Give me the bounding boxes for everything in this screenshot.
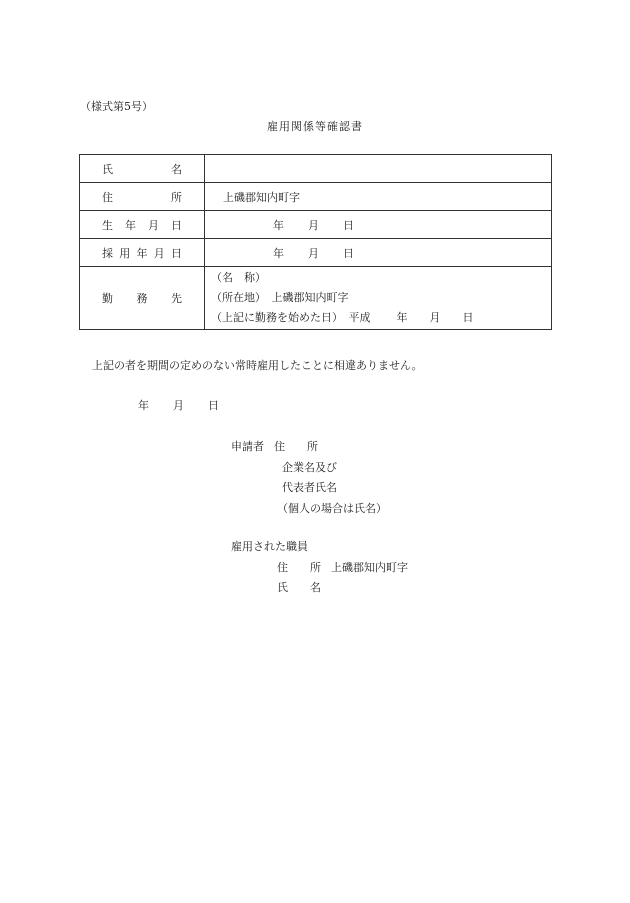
birthdate-value-cell[interactable] xyxy=(205,211,552,239)
year-label: 年 xyxy=(273,218,284,232)
year-label: 年 xyxy=(396,311,408,324)
hire-label-char: 採 xyxy=(102,246,113,260)
address-label-char: 住 xyxy=(102,190,113,204)
employee-address-value[interactable]: 上磯郡知内町字 xyxy=(331,560,408,574)
address-label xyxy=(80,183,205,211)
hire-date-label xyxy=(80,239,205,267)
address-value-cell[interactable] xyxy=(205,183,552,211)
birth-label-char: 日 xyxy=(171,218,182,232)
month-label: 月 xyxy=(308,246,319,260)
address-value: 上磯郡知内町字 xyxy=(223,190,300,204)
name-value-cell[interactable] xyxy=(205,155,552,183)
info-table xyxy=(79,154,552,330)
employee-block xyxy=(231,537,408,599)
hire-label-char: 月 xyxy=(153,246,165,260)
employee-address-label: 住 所 xyxy=(277,560,321,574)
applicant-representative-label[interactable]: 代表者氏名 xyxy=(282,481,337,494)
address-label-char: 所 xyxy=(171,190,182,204)
hire-date-value-cell[interactable] xyxy=(205,239,552,267)
document-date[interactable] xyxy=(138,397,219,413)
table-row-birthdate xyxy=(80,211,552,239)
hire-label-char: 用 xyxy=(119,246,131,260)
hire-label-char: 日 xyxy=(171,246,182,260)
employee-name-label[interactable]: 氏 名 xyxy=(277,581,321,594)
applicant-label: 申請者 xyxy=(231,440,264,453)
form-number: （様式第5号） xyxy=(80,100,153,113)
applicant-company-label[interactable]: 企業名及び xyxy=(282,460,337,474)
applicant-block xyxy=(231,437,387,519)
work-label-char: 先 xyxy=(171,292,182,305)
workplace-label xyxy=(80,267,205,330)
name-label-char: 名 xyxy=(171,162,182,176)
birth-label-char: 生 xyxy=(102,218,113,232)
table-row-address xyxy=(80,183,552,211)
birthdate-label xyxy=(80,211,205,239)
workplace-name-label: （名 称） xyxy=(211,271,266,284)
birth-label-char: 月 xyxy=(148,218,159,232)
day-label: 日 xyxy=(343,218,354,232)
year-label: 年 xyxy=(138,399,149,412)
month-label: 月 xyxy=(429,311,441,324)
workplace-start-date xyxy=(211,308,551,328)
name-label xyxy=(80,155,205,183)
work-label-char: 勤 xyxy=(102,292,113,305)
table-row-workplace xyxy=(80,267,552,330)
table-row-hire-date xyxy=(80,239,552,267)
applicant-address-label[interactable]: 住 所 xyxy=(274,440,318,453)
table-row-name xyxy=(80,155,552,183)
year-label: 年 xyxy=(273,246,284,260)
employee-label: 雇用された職員 xyxy=(231,540,308,553)
work-label-char: 務 xyxy=(136,292,148,305)
hire-label-char: 年 xyxy=(136,246,148,260)
start-date-prefix: （上記に勤務を始めた日） 平成 xyxy=(211,311,371,324)
workplace-value-cell[interactable] xyxy=(205,267,552,330)
day-label: 日 xyxy=(343,246,354,260)
confirmation-statement: 上記の者を期間の定めのない常時雇用したことに相違ありません。 xyxy=(92,359,423,372)
birth-label-char: 年 xyxy=(125,218,136,232)
day-label: 日 xyxy=(462,311,474,324)
month-label: 月 xyxy=(308,218,319,232)
name-label-char: 氏 xyxy=(102,162,113,176)
month-label: 月 xyxy=(173,399,184,412)
day-label: 日 xyxy=(208,399,219,412)
workplace-location: （所在地） 上磯郡知内町字 xyxy=(211,291,349,304)
applicant-individual-note: （個人の場合は氏名） xyxy=(277,501,387,515)
document-title: 雇用関係等確認書 xyxy=(267,120,363,133)
